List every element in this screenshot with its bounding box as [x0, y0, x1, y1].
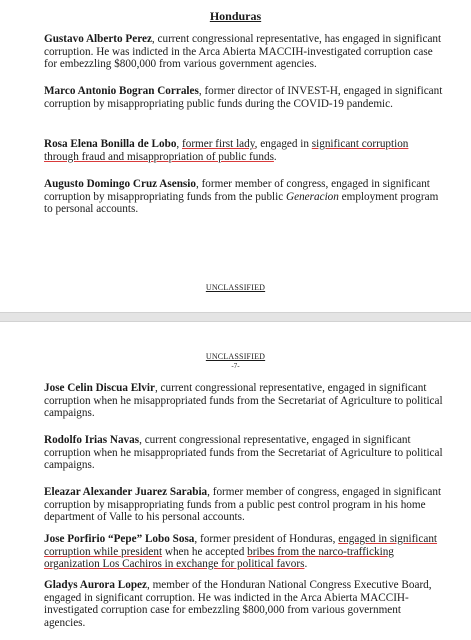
document-page-two: [0, 322, 471, 640]
program-name: Generacion: [286, 190, 339, 203]
entry-text: employment program to personal accounts.: [44, 190, 439, 216]
entry-text: , current congressional representative, has engaged in significant corruption. He was indicted in the Arca Abierta MACCIH-investigated corruption case for embezzling $800,000 from various government agencies.: [44, 33, 442, 71]
entry-text: , member of the Honduran National Congress Executive Board, engaged in significant corruption. He was indicted in the Arca Abierta MACCIH-investigated corruption case for embezzling $800,000 from various government agencies.: [44, 579, 432, 629]
entry-text: , former member of congress, engaged in significant corruption by misappropriating funds from the public: [44, 178, 430, 203]
entry-name: Rodolfo Irias Navas: [44, 434, 140, 446]
entry-rodolfo-irias: [44, 434, 444, 472]
highlighted-phrase: significant corruption through fraud and misappropriation of public funds: [44, 138, 409, 163]
entry-text: , current congressional representative, engaged in significant corruption when he misappropriated funds from the Secretariat of Agriculture to political campaigns.: [44, 382, 443, 420]
entry-pepe-lobo: [44, 533, 444, 571]
entry-name: Eleazar Alexander Juarez Sarabia: [44, 486, 208, 498]
classification-marking-footer: UNCLASSIFIED: [205, 283, 266, 292]
entry-text: , engaged in: [254, 138, 312, 150]
highlighted-phrase: bribes from the narco-trafficking organization Los Cachiros in exchange for political favors: [44, 545, 394, 571]
entry-name: Jose Celin Discua Elvir: [44, 382, 155, 394]
entry-name: Gustavo Alberto Perez: [44, 33, 152, 45]
entry-gustavo-perez: [44, 33, 444, 71]
page-separator: [0, 312, 471, 322]
page-number: -7-: [231, 362, 240, 370]
entry-text: , former president of Honduras,: [194, 533, 339, 545]
entry-text: , former director of INVEST-H, engaged in significant corruption by misappropriating public funds during the COVID-19 pandemic.: [44, 85, 443, 110]
entry-text: , former member of congress, engaged in significant corruption by misappropriating funds from a public pest control program in his home department of Valle to his personal accounts.: [44, 486, 442, 524]
entry-augusto-cruz: [44, 178, 444, 216]
entry-text: .: [273, 150, 277, 163]
entry-text: , current congressional representative, engaged in significant corruption when he misappropriated funds from the Secretariat of Agriculture to political campaigns.: [44, 434, 443, 472]
country-heading: Honduras: [209, 9, 262, 23]
entry-name: Augusto Domingo Cruz Asensio: [44, 178, 196, 190]
entry-name: Rosa Elena Bonilla de Lobo: [44, 138, 177, 150]
classification-marking-header: UNCLASSIFIED: [205, 352, 266, 361]
entry-gladys-lopez: [44, 579, 444, 629]
entry-rosa-bonilla: [44, 138, 444, 163]
entry-name: Jose Porfirio “Pepe” Lobo Sosa: [44, 533, 195, 545]
document-page-one: [0, 0, 471, 312]
entry-name: Marco Antonio Bogran Corrales: [44, 85, 199, 97]
entry-name: Gladys Aurora Lopez: [44, 579, 147, 591]
entry-marco-bogran: [44, 85, 444, 110]
entry-text: ,: [176, 138, 183, 150]
entry-eleazar-juarez: [44, 486, 444, 524]
highlighted-phrase: engaged in significant corruption while president: [44, 533, 438, 558]
entry-jose-discua: [44, 382, 444, 420]
highlighted-phrase: former first lady: [182, 138, 255, 150]
entry-text: .: [304, 558, 308, 571]
entry-text: when he accepted: [162, 545, 248, 558]
